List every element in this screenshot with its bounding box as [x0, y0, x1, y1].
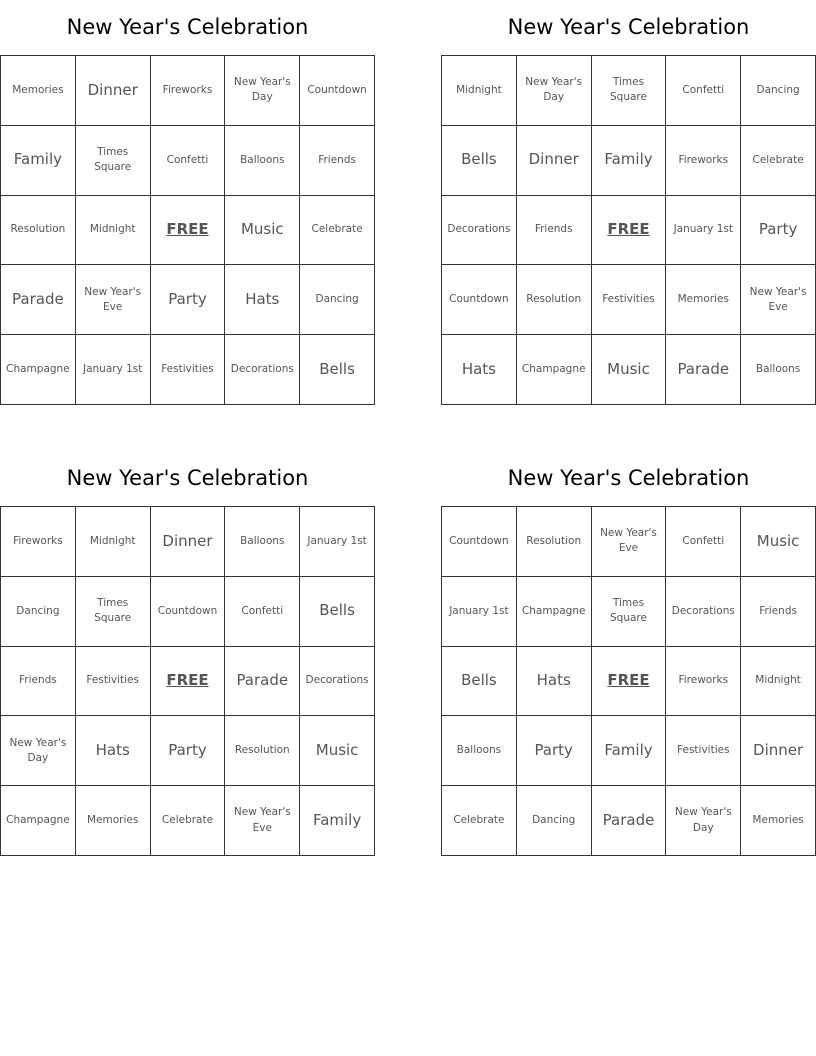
bingo-cell: Festivities	[76, 647, 151, 717]
bingo-cell: Memories	[76, 786, 151, 856]
bingo-cell: Party	[151, 265, 226, 335]
bingo-cell: Resolution	[517, 265, 592, 335]
bingo-cell: Resolution	[1, 196, 76, 266]
bingo-cell: Times Square	[76, 577, 151, 647]
bingo-grid	[441, 506, 816, 856]
bingo-cell: Memories	[1, 56, 76, 126]
bingo-cell: Midnight	[741, 647, 816, 717]
bingo-cell: Dinner	[741, 716, 816, 786]
bingo-cell: Balloons	[225, 507, 300, 577]
bingo-cell: Fireworks	[666, 126, 741, 196]
free-space-cell: FREE	[592, 196, 667, 266]
bingo-cell: Party	[741, 196, 816, 266]
bingo-cell: New Year's Eve	[76, 265, 151, 335]
bingo-cell: New Year's Eve	[592, 507, 667, 577]
bingo-cell: Memories	[741, 786, 816, 856]
card-title: New Year's Celebration	[66, 466, 309, 490]
bingo-cell: Champagne	[517, 335, 592, 405]
bingo-cell: Fireworks	[151, 56, 226, 126]
bingo-cell: Fireworks	[1, 507, 76, 577]
bingo-cell: New Year's Eve	[225, 786, 300, 856]
bingo-cell: Family	[592, 126, 667, 196]
bingo-cell: Music	[225, 196, 300, 266]
bingo-cell: Dinner	[151, 507, 226, 577]
bingo-cell: Music	[741, 507, 816, 577]
bingo-cell: January 1st	[442, 577, 517, 647]
bingo-cell: Confetti	[666, 56, 741, 126]
bingo-cell: Bells	[442, 126, 517, 196]
free-space-cell: FREE	[151, 647, 226, 717]
bingo-cell: Festivities	[592, 265, 667, 335]
bingo-cell: Champagne	[1, 335, 76, 405]
bingo-cell: Hats	[76, 716, 151, 786]
card-title: New Year's Celebration	[507, 466, 750, 490]
bingo-cell: Dancing	[1, 577, 76, 647]
bingo-cell: Memories	[666, 265, 741, 335]
bingo-cell: Midnight	[76, 507, 151, 577]
bingo-cell: Fireworks	[666, 647, 741, 717]
bingo-cell: January 1st	[300, 507, 375, 577]
bingo-cell: Decorations	[442, 196, 517, 266]
bingo-cell: Parade	[592, 786, 667, 856]
bingo-cell: Friends	[517, 196, 592, 266]
free-space-cell: FREE	[592, 647, 667, 717]
bingo-cell: Hats	[517, 647, 592, 717]
bingo-cell: Friends	[300, 126, 375, 196]
bingo-cell: Celebrate	[300, 196, 375, 266]
bingo-cell: Decorations	[225, 335, 300, 405]
bingo-cell: Celebrate	[151, 786, 226, 856]
bingo-cell: Celebrate	[741, 126, 816, 196]
bingo-cell: Confetti	[666, 507, 741, 577]
bingo-cell: Bells	[300, 335, 375, 405]
bingo-cell: Friends	[741, 577, 816, 647]
free-space-cell: FREE	[151, 196, 226, 266]
bingo-cell: Parade	[1, 265, 76, 335]
bingo-cell: Decorations	[666, 577, 741, 647]
bingo-cell: Decorations	[300, 647, 375, 717]
bingo-cell: Times Square	[592, 577, 667, 647]
bingo-cell: Family	[300, 786, 375, 856]
bingo-cell: Balloons	[741, 335, 816, 405]
bingo-cell: Times Square	[76, 126, 151, 196]
bingo-cell: Champagne	[1, 786, 76, 856]
bingo-cell: Countdown	[300, 56, 375, 126]
bingo-cell: New Year's Day	[1, 716, 76, 786]
card-title: New Year's Celebration	[66, 15, 309, 39]
bingo-cell: Festivities	[666, 716, 741, 786]
bingo-grid	[0, 506, 375, 856]
bingo-cell: Dinner	[517, 126, 592, 196]
bingo-cell: Hats	[225, 265, 300, 335]
bingo-cell: Dancing	[741, 56, 816, 126]
bingo-cell: January 1st	[666, 196, 741, 266]
bingo-cell: Festivities	[151, 335, 226, 405]
bingo-grid	[441, 55, 816, 405]
bingo-cell: Music	[592, 335, 667, 405]
bingo-cell: Countdown	[151, 577, 226, 647]
bingo-cell: Party	[517, 716, 592, 786]
bingo-cell: Parade	[666, 335, 741, 405]
bingo-cell: Celebrate	[442, 786, 517, 856]
bingo-cell: Balloons	[442, 716, 517, 786]
bingo-cell: Resolution	[517, 507, 592, 577]
bingo-cell: Dancing	[300, 265, 375, 335]
bingo-cell: New Year's Eve	[741, 265, 816, 335]
bingo-cell: Hats	[442, 335, 517, 405]
bingo-cell: Music	[300, 716, 375, 786]
bingo-cell: Confetti	[151, 126, 226, 196]
bingo-cell: New Year's Day	[517, 56, 592, 126]
bingo-grid	[0, 55, 375, 405]
bingo-cell: Midnight	[442, 56, 517, 126]
bingo-cell: New Year's Day	[225, 56, 300, 126]
bingo-cell: Parade	[225, 647, 300, 717]
bingo-cell: Bells	[442, 647, 517, 717]
card-title: New Year's Celebration	[507, 15, 750, 39]
bingo-cell: Times Square	[592, 56, 667, 126]
bingo-cell: Dancing	[517, 786, 592, 856]
bingo-cell: Balloons	[225, 126, 300, 196]
bingo-cell: Family	[592, 716, 667, 786]
bingo-cell: January 1st	[76, 335, 151, 405]
bingo-cell: Party	[151, 716, 226, 786]
bingo-cell: Countdown	[442, 507, 517, 577]
bingo-cell: Countdown	[442, 265, 517, 335]
bingo-cell: Dinner	[76, 56, 151, 126]
bingo-cell: Family	[1, 126, 76, 196]
bingo-cell: Confetti	[225, 577, 300, 647]
bingo-cell: Friends	[1, 647, 76, 717]
bingo-cell: New Year's Day	[666, 786, 741, 856]
bingo-cell: Midnight	[76, 196, 151, 266]
bingo-cell: Champagne	[517, 577, 592, 647]
bingo-cell: Resolution	[225, 716, 300, 786]
bingo-cell: Bells	[300, 577, 375, 647]
